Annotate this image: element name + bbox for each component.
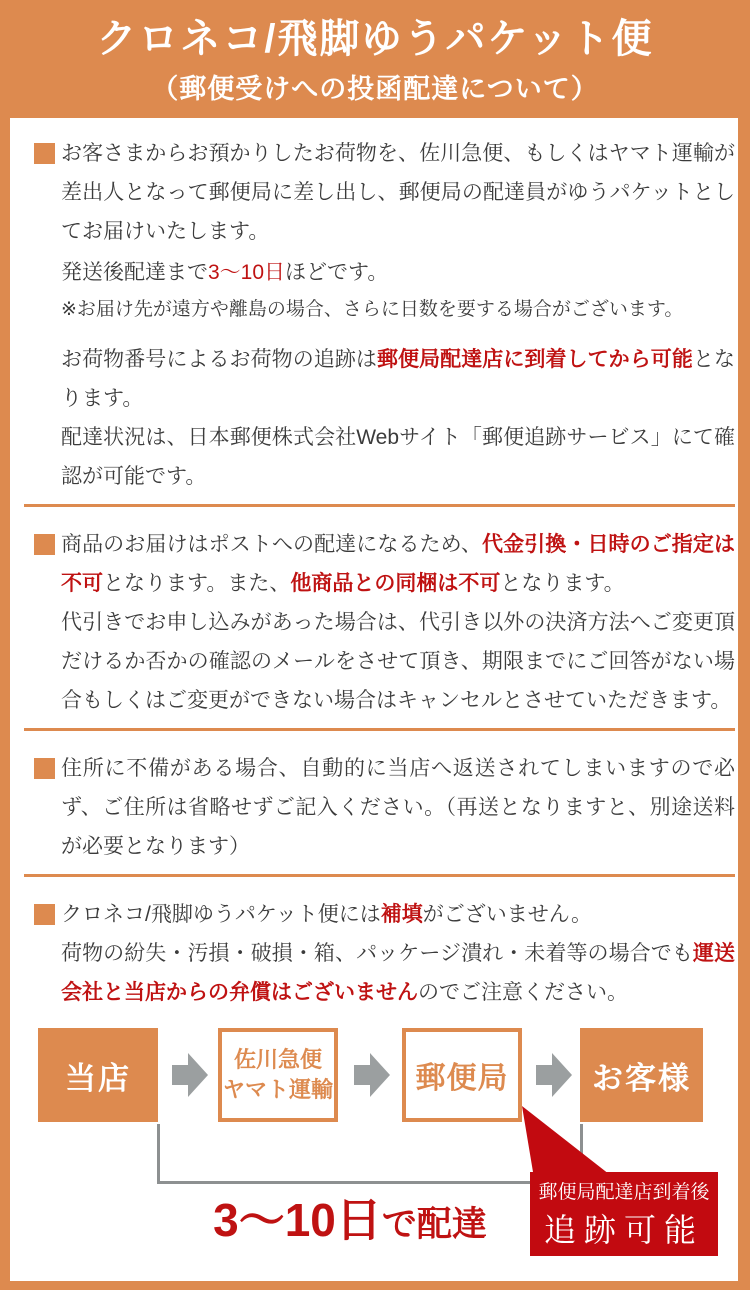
tracking-callout [530, 1172, 718, 1256]
header [0, 0, 750, 118]
body-text: クロネコ/飛脚ゆうパケット便には [61, 903, 381, 926]
flow-arrow-icon [354, 1053, 390, 1097]
duration-bracket-left [157, 1124, 160, 1184]
callout-main-text: 追跡可能 [543, 1212, 704, 1248]
content-panel [10, 118, 738, 1281]
body-text: ほどです。 [285, 261, 389, 284]
section-delivery-overview [34, 134, 735, 496]
paragraph-restrictions [34, 525, 735, 603]
paragraph-address [34, 749, 735, 866]
highlight-no-bundle: 他商品との同梱は不可 [290, 572, 501, 595]
paragraph-cod-cancel: 代引きでお申し込みがあった場合は、代引き以外の決済方法へご変更頂だけるか否かの確認のメールをさせて頂き、期限までにご回答がない場合もしくはご変更ができない場合はキャンセルとさせていただきます。 [61, 611, 735, 712]
flow-step-post-office: 郵便局 [402, 1028, 522, 1122]
bullet-square-icon [34, 758, 55, 779]
duration-suffix: で配達 [381, 1205, 487, 1244]
delivery-flow-diagram [10, 1028, 738, 1281]
section-no-compensation [34, 895, 735, 1012]
flow-step-shop: 当店 [38, 1028, 158, 1122]
highlight-no-cod: 代金引換・日時のご指定は不可 [61, 533, 735, 595]
bullet-square-icon [34, 904, 55, 925]
flow-arrow-icon [536, 1053, 572, 1097]
callout-subtext: 郵便局配達店到着後 [538, 1182, 710, 1203]
highlight-days: 3〜10日 [208, 261, 286, 284]
body-text: お荷物番号によるお荷物の追跡は [61, 348, 377, 371]
flow-arrow-icon [172, 1053, 208, 1097]
body-text: 商品のお届けはポストへの配達になるため、 [61, 533, 482, 556]
body-text: となります。 [61, 348, 736, 410]
page-subtitle: （郵便受けへの投函配達について） [151, 74, 599, 104]
body-text: 発送後配達まで [61, 261, 208, 284]
section-divider [24, 504, 735, 507]
section-divider [24, 874, 735, 877]
paragraph-delivery-days [34, 253, 735, 292]
paragraph-no-compensation [34, 934, 735, 1012]
highlight-no-compensation: 運送会社と当店からの弁償はございません [61, 942, 735, 1004]
body-text: 配達状況は、日本郵便株式会社Webサイト「郵便追跡サービス」にて確認が可能です。 [61, 426, 735, 488]
body-text: 住所に不備がある場合、自動的に当店へ返送されてしまいますので必ず、ご住所は省略せずご記入ください。（再送となりますと、別途送料が必要となります） [61, 757, 735, 858]
paragraph-remote-note: ※お届け先が遠方や離島の場合、さらに日数を要する場合がございます。 [61, 299, 684, 320]
duration-label [140, 1184, 560, 1250]
flow-step-customer: お客様 [580, 1028, 703, 1122]
body-text: となります。 [500, 572, 625, 595]
section-divider [24, 728, 735, 731]
section-post-delivery-restrictions [34, 525, 735, 720]
body-text: のでご注意ください。 [418, 981, 628, 1004]
body-text: となります。また、 [103, 572, 291, 595]
body-text: お客さまからお預かりしたお荷物を、佐川急便、もしくはヤマト運輸が差出人となって郵便局に差し出し、郵便局の配達員がゆうパケットとしてお届けいたします。 [61, 142, 735, 243]
paragraph-tracking [34, 340, 735, 496]
page-title: クロネコ/飛脚ゆうパケット便 [96, 17, 654, 61]
highlight-no-insurance: 補填 [380, 903, 423, 926]
highlight-tracking-start: 郵便局配達店に到着してから可能 [376, 348, 693, 371]
flow-step-carriers [218, 1028, 338, 1122]
duration-days: 3〜10日 [213, 1194, 382, 1246]
bullet-square-icon [34, 534, 55, 555]
bullet-square-icon [34, 143, 55, 164]
section-address [34, 749, 735, 866]
paragraph-no-insurance [34, 895, 735, 934]
body-text: 荷物の紛失・汚損・破損・箱、パッケージ潰れ・未着等の場合でも [61, 942, 693, 965]
carrier-yamato: ヤマト運輸 [222, 1077, 333, 1102]
paragraph-handover [34, 134, 735, 251]
body-text: がございません。 [422, 903, 593, 926]
carrier-sagawa: 佐川急便 [233, 1047, 322, 1073]
